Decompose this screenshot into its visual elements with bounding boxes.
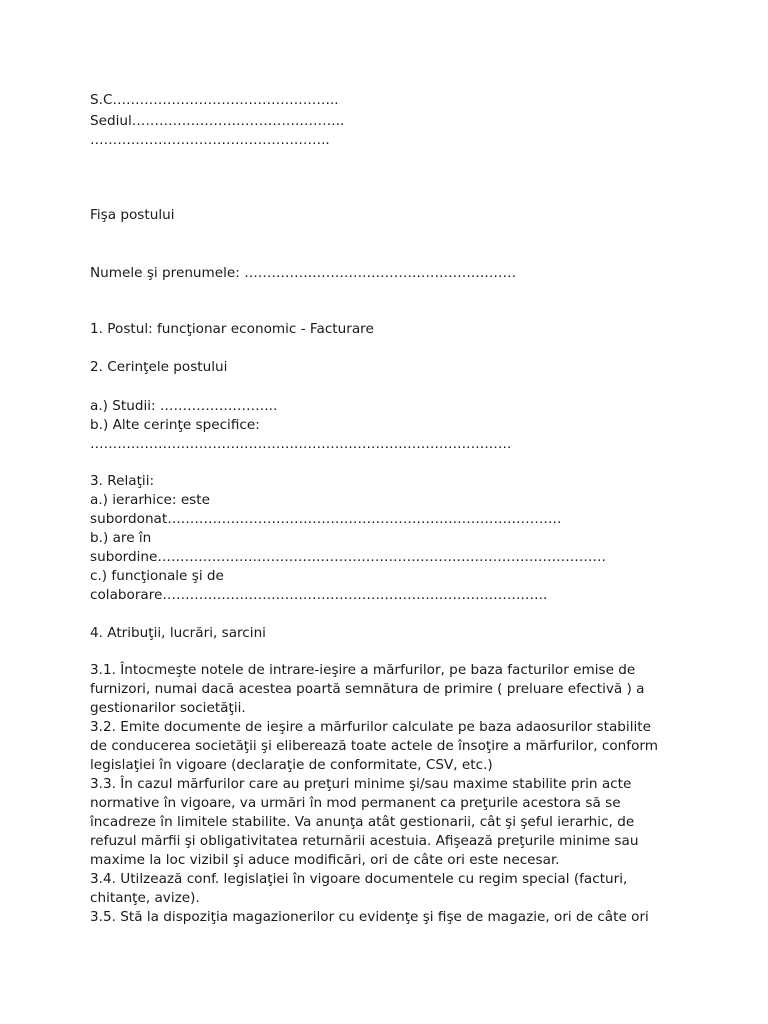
address-line: Sediul………………………………………..: [90, 113, 345, 129]
functional-relations-value: colaborare………………………………………………………………………….: [90, 587, 548, 603]
other-requirements-line: b.) Alte cerinţe specifice:: [90, 417, 260, 433]
duty-line: 3.4. Utilzează conf. legislaţiei în vigoare documentele cu regim special (facturi,: [90, 871, 628, 887]
address-dots-line: ……………………………………………..: [90, 132, 330, 148]
duty-line: de conducerea societăţii şi eliberează toate actele de însoţire a mărfurilor, conform: [90, 738, 658, 754]
document-title: Fişa postului: [90, 207, 175, 223]
duty-line: furnizori, numai dacă acestea poartă semnătura de primire ( preluare efectivă ) a: [90, 681, 645, 697]
subordinates-label: b.) are în: [90, 530, 152, 546]
job-position: 1. Postul: funcţionar economic - Facturare: [90, 321, 374, 337]
studies-line: a.) Studii: ……………………..: [90, 398, 278, 414]
hierarchical-relations-label: a.) ierarhice: este: [90, 492, 210, 508]
company-line: S.C…………………………………………..: [90, 92, 339, 108]
hierarchical-relations-value: subordonat……………………………………………………………………………: [90, 511, 562, 527]
subordinates-value: subordine………………………………………………………………………………………: [90, 549, 606, 565]
requirements-heading: 2. Cerinţele postului: [90, 359, 228, 375]
duty-line: 3.3. În cazul mărfurilor care au preţuri minime şi/sau maxime stabilite prin acte: [90, 776, 632, 792]
relations-heading: 3. Relaţii:: [90, 473, 155, 489]
duties-heading: 4. Atribuţii, lucrări, sarcini: [90, 625, 266, 641]
duty-line: 3.1. Întocmeşte notele de intrare-ieşire a mărfurilor, pe baza facturilor emise de: [90, 662, 636, 678]
duty-line: maxime la loc vizibil şi aduce modificări, ori de câte ori este necesar.: [90, 852, 560, 868]
functional-relations-label: c.) funcţionale şi de: [90, 568, 224, 584]
duty-line: 3.2. Emite documente de ieşire a mărfurilor calculate pe baza adaosurilor stabilite: [90, 719, 651, 735]
duty-line: 3.5. Stă la dispoziţia magazionerilor cu evidenţe şi fişe de magazie, ori de câte ori: [90, 909, 649, 925]
duty-line: încadreze în limitele stabilite. Va anunţa atât gestionarii, cât şi şeful ierarhic, de: [90, 814, 635, 830]
other-requirements-dots: …………………………………………………………………………………: [90, 436, 512, 452]
duty-line: gestionarilor societăţii.: [90, 700, 246, 716]
duty-line: normative în vigoare, va urmări în mod permanent ca preţurile acestora să se: [90, 795, 621, 811]
duty-line: legislaţiei în vigoare (declaraţie de conformitate, CSV, etc.): [90, 757, 493, 773]
duty-line: chitanţe, avize).: [90, 890, 200, 906]
duty-line: refuzul mărfii şi obligativitatea returnării acestuia. Afişează preţurile minime sau: [90, 833, 639, 849]
employee-name-line: Numele şi prenumele: ……………………………………………………: [90, 265, 517, 281]
